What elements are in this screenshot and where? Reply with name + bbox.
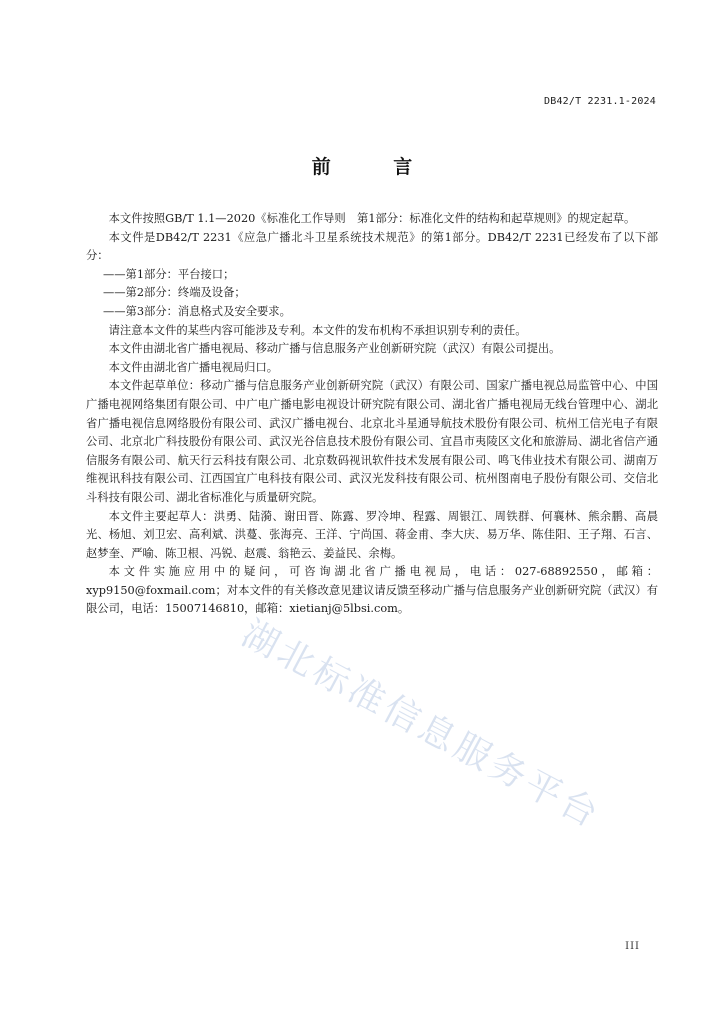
page-title: 前 言 [311,156,441,178]
paragraph-centralized: 本文件由湖北省广播电视局归口。 [108,360,279,374]
paragraph-patent-notice: 请注意本文件的某些内容可能涉及专利。本文件的发布机构不承担识别专利的责任。 [108,323,527,337]
page-number: III [625,941,640,952]
paragraph-drafting-units: 本文件起草单位：移动广播与信息服务产业创新研究院（武汉）有限公司、国家广播电视总局监管中心、中国广播电视网络集团有限公司、中广电广播电影电视设计研究院有限公司、湖北省广播电视局无线台管理中心、湖北省广播电视信息网络股份有限公司、武汉广播电视台、北京北斗星通导航技术股份有限公司、杭州工信光电子有限公司、北京北广科技股份有限公司、武汉光谷信息技术股份有限公司、宜昌市夷陵区文化和旅游局、湖北省信产通信服务有限公司、航天行云科技有限公司、北京数码视讯软件技术发展有限公司、鸣飞伟业技术有限公司、湖南万维视讯科技有限公司、江西国宜广电科技有限公司、武汉光发科技有限公司、杭州图南电子股份有限公司、交信北斗科技有限公司、湖北省标准化与质量研究院。 [86,379,658,504]
document-body [86,210,658,619]
paragraph-parts-intro: 本文件是DB42/T 2231《应急广播北斗卫星系统技术规范》的第1部分。DB42/T 2231已经发布了以下部分： [86,230,658,263]
watermark: 湖北标准信息服务平台 [234,613,608,838]
paragraph-proposer: 本文件由湖北省广播电视局、移动广播与信息服务产业创新研究院（武汉）有限公司提出。 [108,342,561,356]
paragraph-drafters: 本文件主要起草人：洪勇、陆漪、谢田晋、陈露、罗冷坤、程露、周银江、周铁群、何襄林、熊余鹏、高晨光、杨旭、刘卫宏、高利斌、洪蔓、张海亮、王洋、宁尚国、蒋金甫、李大庆、易万华、陈佳阳、王子翔、石言、赵梦奎、严喻、陈卫根、冯锐、赵震、翁艳云、姜益民、余梅。 [86,509,658,560]
document-code: DB42/T 2231.1-2024 [544,96,656,107]
list-item-part-1: ——第1部分：平台接口； [102,267,235,281]
paragraph-drafting-rules: 本文件按照GB/T 1.1—2020《标准化工作导则 第1部分：标准化文件的结构和起草规则》的规定起草。 [108,212,636,225]
list-item-part-3: ——第3部分：消息格式及安全要求。 [102,304,291,318]
list-item-part-2: ——第2部分：终端及设备； [102,286,246,300]
paragraph-contact: 本文件实施应用中的疑问，可咨询湖北省广播电视局，电话：027-68892550，邮箱：xyp9150@foxmail.com；对本文件的有关修改意见建议请反馈至移动广播与信息服务产业创新研究院（武汉）有限公司，电话：15007146810，邮箱：xietianj@5lbsi.com。 [86,565,658,616]
